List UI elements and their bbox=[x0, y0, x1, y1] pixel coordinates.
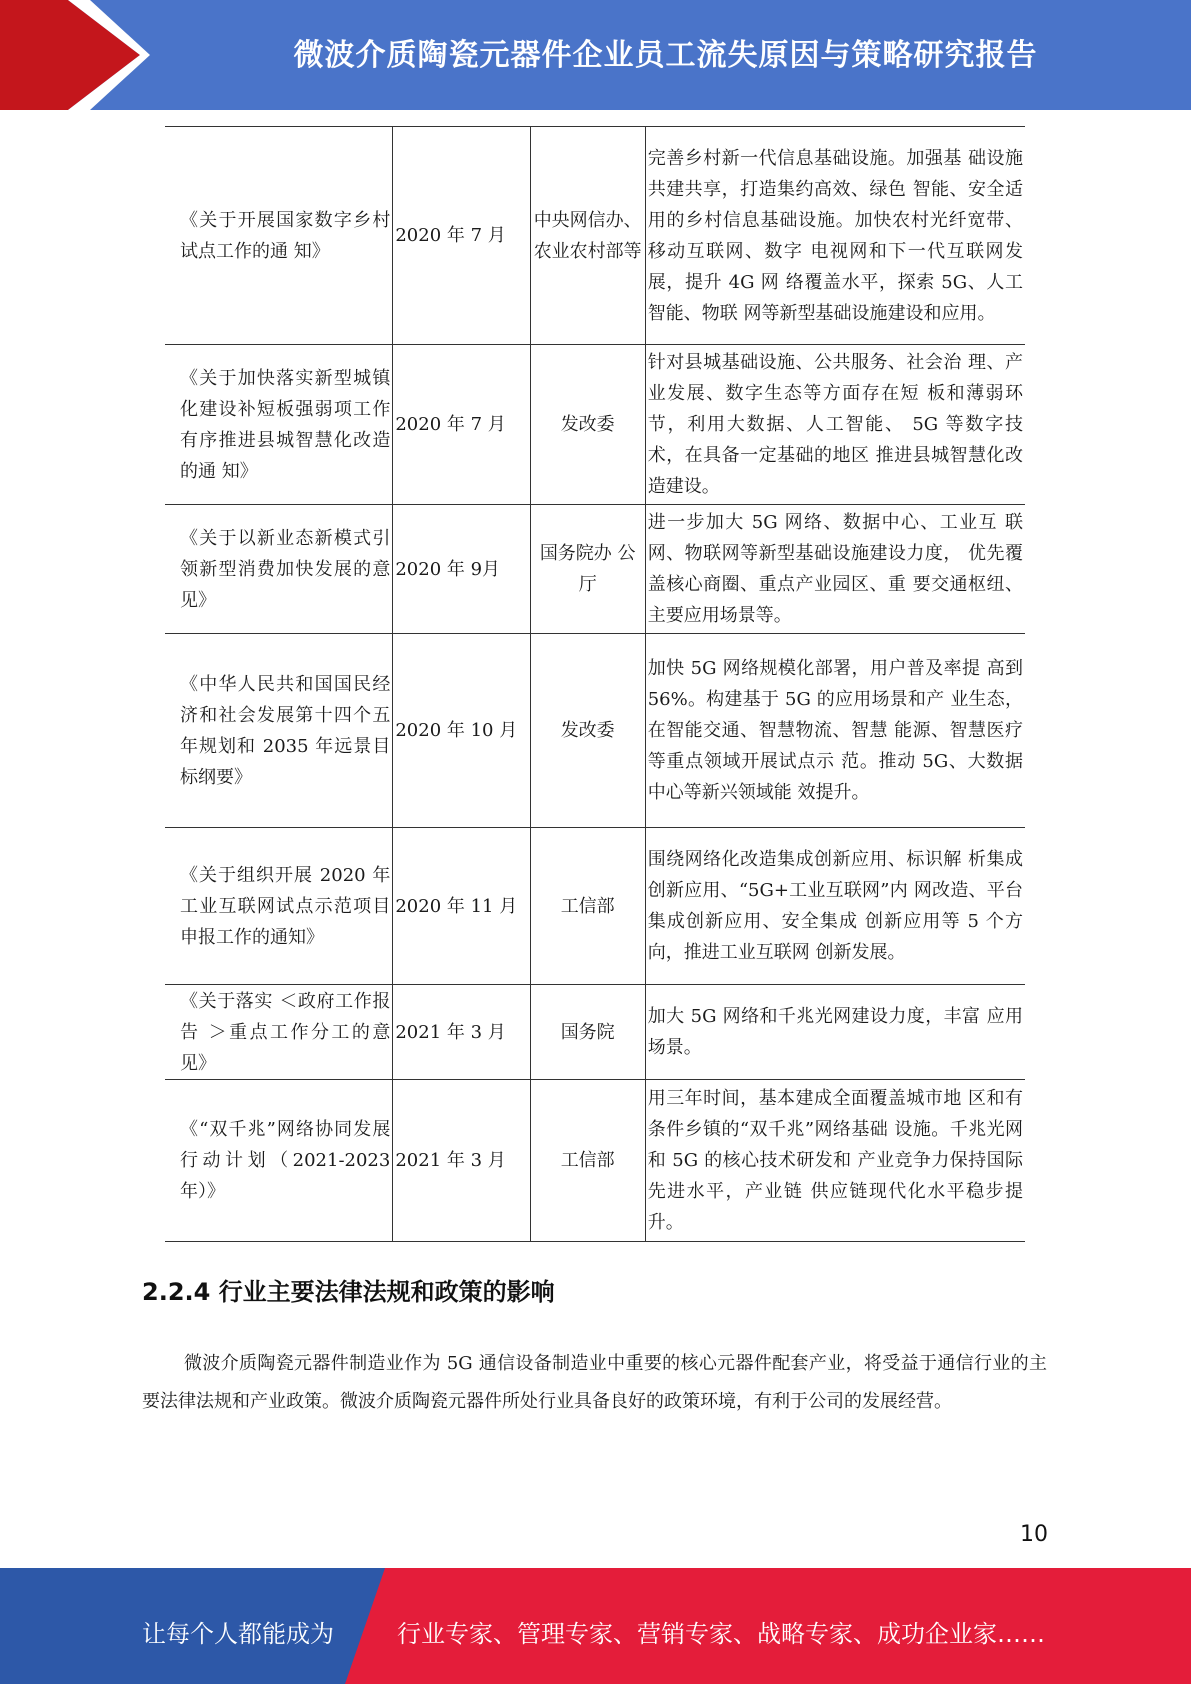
policy-dept-cell: 发改委 bbox=[530, 634, 645, 828]
table-row bbox=[165, 985, 1025, 1080]
policy-date-cell: 2020 年 11 月 bbox=[393, 828, 530, 985]
policy-content-cell: 进一步加大 5G 网络、数据中心、工业互 联网、物联网等新型基础设施建设力度， 优先覆盖核心商圈、重点产业园区、重 要交通枢纽、主要应用场景等。 bbox=[645, 505, 1025, 634]
policy-name-cell: 《中华人民共和国国民经济和社会发展第十四个五年规划和 2035 年远景目标纲要》 bbox=[165, 634, 393, 828]
policy-dept-cell: 国务院办 公厅 bbox=[530, 505, 645, 634]
table-row bbox=[165, 1080, 1025, 1242]
policy-content-cell: 针对县城基础设施、公共服务、社会治 理、产业发展、数字生态等方面存在短 板和薄弱环节，利用大数据、人工智能、 5G 等数字技术，在具备一定基础的地区 推进县城智慧化改造建设。 bbox=[645, 345, 1025, 505]
policy-name-cell: 《关于以新业态新模式引领新型消费加快发展的意见》 bbox=[165, 505, 393, 634]
policy-name-cell: 《关于落实 ＜政府工作报告 ＞重点工作分工的意见》 bbox=[165, 985, 393, 1080]
table-row bbox=[165, 505, 1025, 634]
report-title: 微波介质陶瓷元器件企业员工流失原因与策略研究报告 bbox=[293, 38, 1038, 73]
policy-table bbox=[165, 126, 1025, 1242]
policy-content-cell: 加大 5G 网络和千兆光网建设力度，丰富 应用场景。 bbox=[645, 985, 1025, 1080]
policy-date-cell: 2020 年 7 月 bbox=[393, 345, 530, 505]
policy-dept-cell: 工信部 bbox=[530, 1080, 645, 1242]
table-row bbox=[165, 634, 1025, 828]
policy-date-cell: 2020 年 7 月 bbox=[393, 127, 530, 345]
policy-dept-cell: 发改委 bbox=[530, 345, 645, 505]
policy-content-cell: 加快 5G 网络规模化部署，用户普及率提 高到 56%。构建基于 5G 的应用场景和产 业生态，在智能交通、智慧物流、智慧 能源、智慧医疗等重点领域开展试点示 范。推动 5G、大数据中心等新兴领域能 效提升。 bbox=[645, 634, 1025, 828]
page-header bbox=[0, 0, 1191, 110]
policy-name-cell: 《关于加快落实新型城镇化建设补短板强弱项工作有序推进县城智慧化改造的通 知》 bbox=[165, 345, 393, 505]
page-number: 10 bbox=[1020, 1522, 1048, 1547]
policy-dept-cell: 中央网信办、农业农村部等 bbox=[530, 127, 645, 345]
policy-name-cell: 《关于组织开展 2020 年工业互联网试点示范项目申报工作的通知》 bbox=[165, 828, 393, 985]
section-heading: 2.2.4 行业主要法律法规和政策的影响 bbox=[142, 1278, 555, 1306]
policy-date-cell: 2020 年 9月 bbox=[393, 505, 530, 634]
policy-date-cell: 2021 年 3 月 bbox=[393, 985, 530, 1080]
policy-dept-cell: 工信部 bbox=[530, 828, 645, 985]
body-paragraph: 微波介质陶瓷元器件制造业作为 5G 通信设备制造业中重要的核心元器件配套产业，将受益于通信行业的主要法律法规和产业政策。微波介质陶瓷元器件所处行业具备良好的政策环境，有利于公司的发展经营。 bbox=[142, 1353, 1047, 1412]
footer-slogan-left: 让每个人都能成为 bbox=[142, 1620, 334, 1648]
table-row bbox=[165, 127, 1025, 345]
policy-content-cell: 用三年时间，基本建成全面覆盖城市地 区和有条件乡镇的“双千兆”网络基础 设施。千兆光网和 5G 的核心技术研发和 产业竞争力保持国际先进水平，产业链 供应链现代化水平稳步提升。 bbox=[645, 1080, 1025, 1242]
policy-name-cell: 《关于开展国家数字乡村试点工作的通 知》 bbox=[165, 127, 393, 345]
page-footer bbox=[0, 1568, 1191, 1684]
table-row bbox=[165, 828, 1025, 985]
footer-slogan-right: 行业专家、管理专家、营销专家、战略专家、成功企业家…… bbox=[397, 1620, 1045, 1648]
policy-date-cell: 2021 年 3 月 bbox=[393, 1080, 530, 1242]
policy-date-cell: 2020 年 10 月 bbox=[393, 634, 530, 828]
policy-dept-cell: 国务院 bbox=[530, 985, 645, 1080]
policy-content-cell: 围绕网络化改造集成创新应用、标识解 析集成创新应用、“5G+工业互联网”内 网改造、平台集成创新应用、安全集成 创新应用等 5 个方向，推进工业互联网 创新发展。 bbox=[645, 828, 1025, 985]
policy-content-cell: 完善乡村新一代信息基础设施。加强基 础设施共建共享，打造集约高效、绿色 智能、安全适用的乡村信息基础设施。加快农村光纤宽带、移动互联网、数字 电视网和下一代互联网发展，提升 4G 网 络覆盖水平，探索 5G、人工智能、物联 网等新型基础设施建设和应用。 bbox=[645, 127, 1025, 345]
table-row bbox=[165, 345, 1025, 505]
policy-name-cell: 《“双千兆”网络协同发展行动计划（2021-2023 年）》 bbox=[165, 1080, 393, 1242]
